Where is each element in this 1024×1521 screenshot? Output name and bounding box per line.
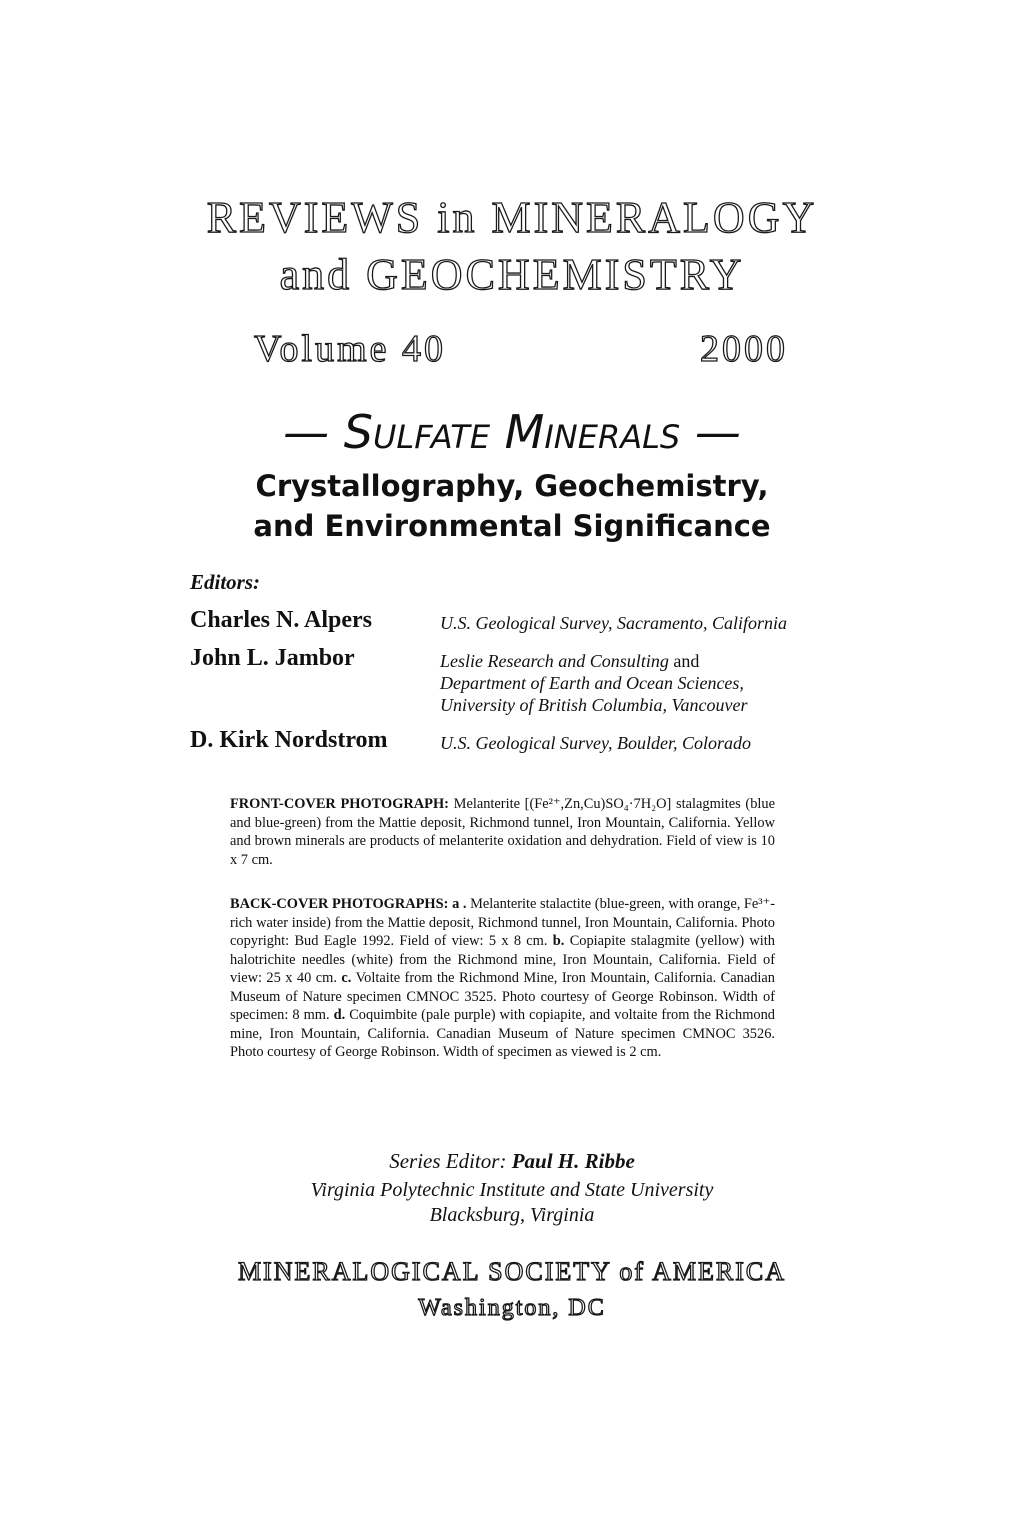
subtitle-line2: and Environmental Significance bbox=[253, 509, 771, 543]
title-text: Sulfate Minerals bbox=[343, 405, 681, 459]
title-dash-left: — bbox=[283, 405, 344, 459]
series-title-line2: and GEOCHEMISTRY bbox=[279, 250, 745, 299]
caption-text-a: Melanterite stalactite (blue-green, with orange, Fe³⁺-rich water inside) from the Mattie deposit, Richmond tunnel, Iron Mountain, California. Photo copyright: Bud Eagle 1992. Field of view: 5 x 8 cm. bbox=[230, 896, 776, 949]
caption-text-b: Copiapite stalagmite (yellow) with halotrichite needles (white) from the Richmond mine, Iron Mountain, California. Field of view: 25 x 40 cm. bbox=[230, 933, 775, 986]
series-title-line1: REVIEWS in MINERALOGY bbox=[206, 193, 818, 242]
editor-name: Charles N. Alpers bbox=[190, 607, 372, 633]
affiliation-line3: University of British Columbia, Vancouver bbox=[440, 695, 748, 715]
editor-affiliation: U.S. Geological Survey, Sacramento, California bbox=[440, 613, 787, 633]
affiliation-and: and bbox=[673, 651, 700, 671]
affiliation-italic: Leslie Research and Consulting bbox=[440, 651, 669, 671]
back-cover-heading: BACK-COVER PHOTOGRAPHS: bbox=[230, 896, 449, 912]
book-title bbox=[0, 404, 1024, 460]
caption-label-a: a . bbox=[452, 896, 467, 912]
caption-label-b: b. bbox=[552, 933, 565, 949]
editors-label: Editors: bbox=[190, 570, 261, 594]
editor-name: John L. Jambor bbox=[190, 645, 355, 671]
publication-year: 2000 bbox=[700, 328, 788, 370]
affiliation-line2: Department of Earth and Ocean Sciences, bbox=[440, 673, 744, 693]
editor-affiliation bbox=[440, 650, 747, 716]
front-cover-caption bbox=[230, 795, 775, 869]
publisher-name: MINERALOGICAL SOCIETY of AMERICA bbox=[237, 1257, 787, 1286]
book-subtitle bbox=[0, 466, 1024, 546]
series-editor-name: Paul H. Ribbe bbox=[511, 1149, 635, 1173]
publisher-city: Washington, DC bbox=[418, 1295, 606, 1321]
caption-label-c: c. bbox=[341, 970, 352, 986]
series-editor-location: Blacksburg, Virginia bbox=[429, 1204, 595, 1226]
subtitle-line1: Crystallography, Geochemistry, bbox=[255, 469, 769, 503]
series-editor-label: Series Editor: bbox=[389, 1149, 507, 1173]
series-editor bbox=[0, 1149, 1024, 1174]
title-dash-right: — bbox=[680, 405, 741, 459]
back-cover-caption bbox=[230, 895, 775, 1062]
front-cover-text: Melanterite [(Fe²⁺,Zn,Cu)SO₄·7H₂O] stalagmites (blue and blue-green) from the Mattie deposit, Richmond tunnel, Iron Mountain, California. Yellow and brown minerals are products of melanterite oxidation and dehydration. Field of view is 10 x 7 cm. bbox=[230, 796, 775, 868]
front-cover-heading: FRONT-COVER PHOTOGRAPH: bbox=[230, 796, 449, 812]
editor-affiliation: U.S. Geological Survey, Boulder, Colorado bbox=[440, 733, 751, 753]
caption-text-d: Coquimbite (pale purple) with copiapite, and voltaite from the Richmond mine, Iron Mountain, California. Canadian Museum of Nature specimen CMNOC 3526. Photo courtesy of George Robinson. Width of specimen as viewed is 2 cm. bbox=[230, 1007, 775, 1060]
caption-label-d: d. bbox=[333, 1007, 346, 1023]
caption-text-c: Voltaite from the Richmond Mine, Iron Mountain, California. Canadian Museum of Nature specimen CMNOC 3525. Photo courtesy of George Robinson. Width of specimen: 8 mm. bbox=[230, 970, 775, 1023]
volume-label: Volume 40 bbox=[254, 328, 447, 370]
series-editor-institution: Virginia Polytechnic Institute and State University bbox=[310, 1179, 714, 1201]
editor-name: D. Kirk Nordstrom bbox=[190, 727, 388, 753]
